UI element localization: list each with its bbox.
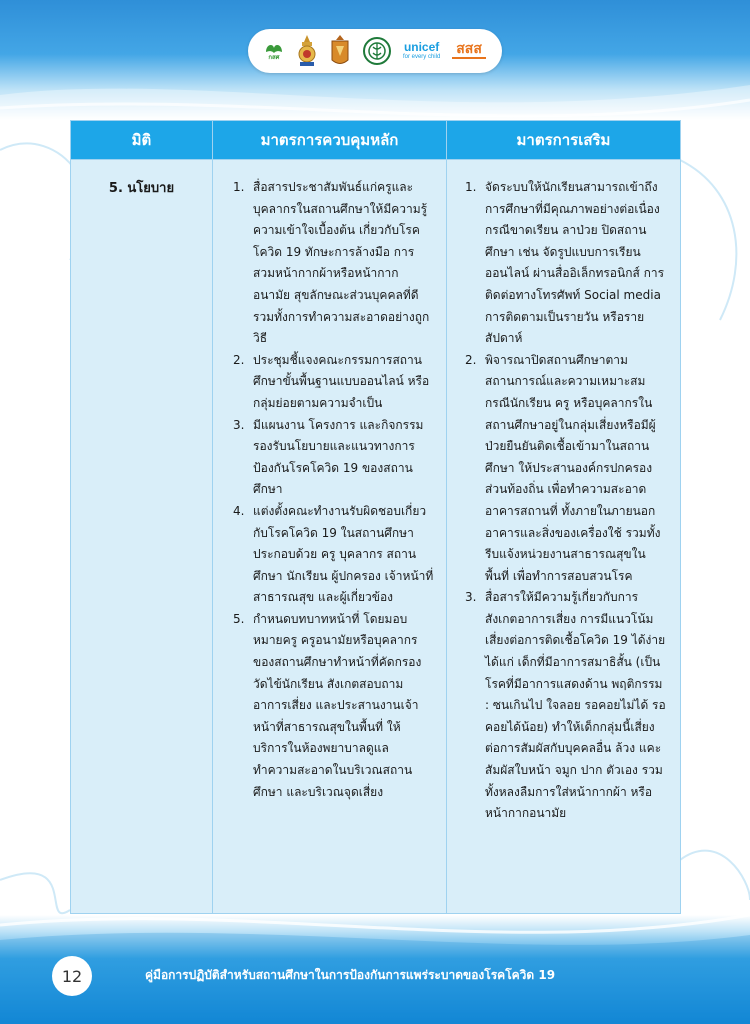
- list-text: พิจารณาปิดสถานศึกษาตามสถานการณ์และความเหมาะสม กรณีนักเรียน ครู หรือบุคลากรในสถานศึกษาอยู่ในกลุ่มเสี่ยงหรือมีผู้ป่วยยืนยันติดเชื้อเข้ามาในสถานศึกษา ให้ประสานองค์กรปกครองส่วนท้องถิ่น เพื่อทำความสะอาดอาคารสถานที่ ทั้งภายในภายนอกอาคารและสิ่งของเครื่องใช้ รวมทั้งรีบแจ้งหน่วยงานสาธารณสุขในพื้นที่ เพื่อทำการสอบสวนโรค: [485, 352, 661, 583]
- list-number: 1.: [233, 180, 245, 194]
- dpa-logo-text: กสศ: [268, 53, 280, 61]
- list-number: 4.: [233, 503, 245, 518]
- supplementary-measures-cell: [447, 160, 681, 914]
- sss-underline-icon: [452, 56, 486, 61]
- header-main-measures: มาตรการควบคุมหลัก: [213, 121, 447, 160]
- moph-seal-icon: [363, 37, 391, 65]
- dimension-cell: 5. นโยบาย: [71, 160, 213, 914]
- footer-title: คู่มือการปฏิบัติสำหรับสถานศึกษาในการป้องกันการแพร่ระบาดของโรคโควิด 19: [145, 968, 556, 982]
- list-item: [233, 350, 434, 415]
- list-item: [465, 177, 668, 350]
- list-text: สื่อสารประชาสัมพันธ์แก่ครูและบุคลากรในสถานศึกษาให้มีความรู้ความเข้าใจเบื้องต้น เกี่ยวกับโรคโควิด 19 ทักษะการล้างมือ การสวมหน้ากากผ้าหรือหน้ากากอนามัย สุขลักษณะส่วนบุคคลที่ดี รวมทั้งการทำความสะอาดอย่างถูกวิธี: [253, 180, 430, 346]
- list-item: [233, 609, 434, 803]
- table-row: [71, 160, 681, 914]
- main-measures-list: [233, 177, 434, 803]
- logo-bar: [248, 29, 502, 73]
- list-text: จัดระบบให้นักเรียนสามารถเข้าถึงการศึกษาที่มีคุณภาพอย่างต่อเนื่อง กรณีขาดเรียน ลาป่วย ปิดสถานศึกษา เช่น จัดรูปแบบการเรียนออนไลน์ ผ่านสื่ออิเล็กทรอนิกส์ การติดต่อทางโทรศัพท์ Social media การติดตามเป็นรายวัน หรือรายสัปดาห์: [485, 180, 665, 346]
- sss-logo-text: สสส: [456, 40, 482, 57]
- list-item: [233, 501, 434, 609]
- dpa-logo: [264, 42, 284, 61]
- moph-logo: [363, 37, 391, 65]
- list-text: มีแผนงาน โครงการ และกิจกรรมรองรับนโยบายและแนวทางการป้องกันโรคโควิด 19 ของสถานศึกษา: [253, 417, 424, 497]
- emblem-logo-2: [329, 34, 351, 68]
- royal-emblem-icon: [296, 34, 318, 68]
- list-text: สื่อสารให้มีความรู้เกี่ยวกับการสังเกตอาการเสี่ยง การมีแนวโน้มเสี่ยงต่อการติดเชื้อโควิด 19 ได้ง่าย ได้แก่ เด็กที่มีอาการสมาธิสั้น (เป็นโรคที่มีอาการแสดงด้าน พฤติกรรม : ซนเกินไป ใจลอย รอคอยไม่ได้ รอคอยได้น้อย) ทำให้เด็กกลุ่มนี้เสี่ยงต่อการสัมผัสกับบุคคลอื่น ล้วง แคะ สัมผัสใบหน้า จมูก ปาก ตัวเอง รวมทั้งหลงลืมการใส่หน้ากากผ้า หรือ หน้ากากอนามัย: [485, 590, 666, 821]
- list-item: [233, 415, 434, 501]
- measures-table: [70, 120, 681, 914]
- list-number: 2.: [465, 352, 477, 367]
- unicef-logo: [403, 41, 440, 61]
- list-number: 1.: [465, 180, 477, 194]
- table-header-row: [71, 121, 681, 160]
- unicef-tagline: for every child: [402, 54, 441, 60]
- main-measures-cell: [213, 160, 447, 914]
- list-item: [465, 587, 668, 825]
- list-text: ประชุมชี้แจงคณะกรรมการสถานศึกษาขั้นพื้นฐานแบบออนไลน์ หรือกลุ่มย่อยตามความจำเป็น: [253, 352, 430, 410]
- list-item: [233, 177, 434, 350]
- header-supplementary-measures: มาตรการเสริม: [447, 121, 681, 160]
- emblem-logo-1: [296, 34, 318, 68]
- supplementary-measures-list: [465, 177, 668, 825]
- dpa-leaf-icon: [264, 42, 284, 54]
- list-text: แต่งตั้งคณะทำงานรับผิดชอบเกี่ยวกับโรคโควิด 19 ในสถานศึกษา ประกอบด้วย ครู บุคลากร สถานศึกษา นักเรียน ผู้ปกครอง เจ้าหน้าที่สาธารณสุข และผู้เกี่ยวข้อง: [253, 503, 434, 605]
- header-dimension: มิติ: [71, 121, 213, 160]
- list-item: [465, 350, 668, 588]
- list-number: 3.: [233, 417, 245, 432]
- sss-logo: [452, 42, 486, 61]
- unicef-logo-text: unicef: [403, 40, 440, 54]
- list-number: 2.: [233, 352, 245, 367]
- list-number: 5.: [233, 611, 245, 626]
- list-number: 3.: [465, 590, 477, 605]
- moe-emblem-icon: [329, 34, 351, 68]
- list-text: กำหนดบทบาทหน้าที่ โดยมอบหมายครู ครูอนามัยหรือบุคลากรของสถานศึกษาทำหน้าที่คัดกรอง วัดไข้นักเรียน สังเกตสอบถามอาการเสี่ยง และประสานงานเจ้าหน้าที่สาธารณสุขในพื้นที่ ให้บริการในห้องพยาบาลดูแล ทำความสะอาดในบริเวณสถานศึกษา และบริเวณจุดเสี่ยง: [253, 611, 422, 799]
- page-number: 12: [52, 956, 92, 996]
